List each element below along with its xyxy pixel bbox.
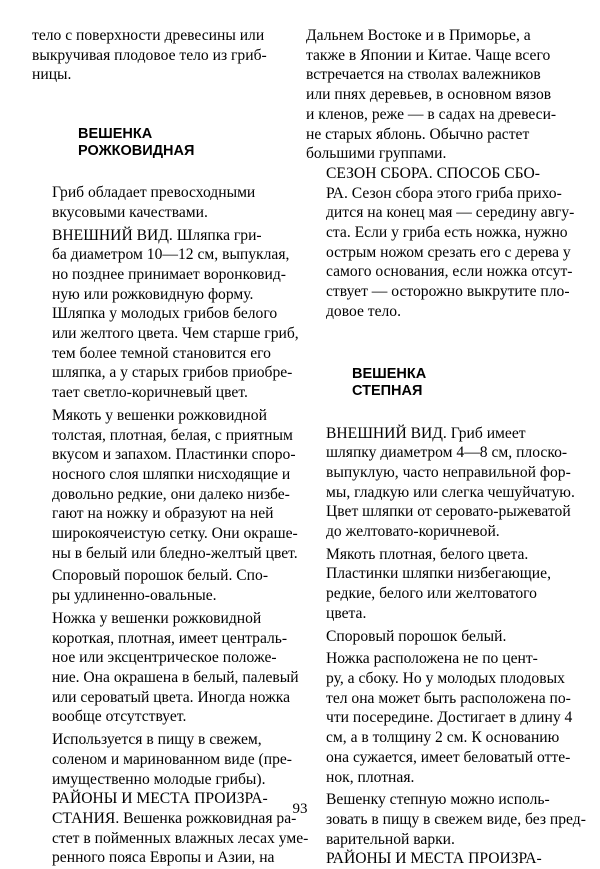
text-line: она сужается, имеет беловатый отте- bbox=[326, 748, 571, 766]
text-line: варительной варки. bbox=[326, 830, 455, 848]
text-line: ние. Она окрашена в белый, палевый bbox=[52, 668, 299, 686]
text-line: тело с поверхности древесины или bbox=[32, 27, 265, 44]
appearance-paragraph bbox=[32, 226, 300, 403]
text-line: и кленов, реже — в садах на древеси- bbox=[306, 105, 557, 123]
text-line: вкусовыми качествами. bbox=[52, 203, 208, 221]
text-line: соленом и маринованном виде (пре- bbox=[52, 750, 292, 768]
text-line: шляпка, а у старых грибов приобре- bbox=[52, 364, 293, 382]
text-line: тает светло-коричневый цвет. bbox=[52, 384, 248, 402]
text-line: нок, плотная. bbox=[326, 768, 415, 786]
text-line: тем более темной становится его bbox=[52, 344, 271, 362]
text-line: довольно редкие, они далеко низбе- bbox=[52, 485, 290, 503]
text-line: ру, а сбоку. Но у молодых плодовых bbox=[326, 669, 565, 687]
text-line: короткая, плотная, имеет централь- bbox=[52, 629, 288, 647]
text-line: толстая, плотная, белая, с приятным bbox=[52, 426, 293, 444]
spore-paragraph bbox=[306, 627, 574, 647]
text-line: острым ножом срезать его с дерева у bbox=[326, 243, 571, 261]
text-line: или пнях деревьев, в основном вязов bbox=[306, 86, 552, 104]
text-line: вообще отсутствует. bbox=[52, 708, 187, 726]
text-line: вкусом и запахом. Пластинки споро- bbox=[52, 446, 296, 464]
left-column bbox=[32, 26, 309, 868]
text-line: не старых яблонь. Обычно растет bbox=[306, 125, 530, 143]
spore-paragraph bbox=[32, 566, 300, 605]
text-line: выпуклую, часто неправильной фор- bbox=[326, 463, 571, 481]
text-line: РОЖКОВИДНАЯ bbox=[78, 143, 195, 160]
text-line: СТАНИЯ. Вешенка рожковидная ра- bbox=[52, 809, 297, 827]
text-line: ренного пояса Европы и Азии, на bbox=[52, 849, 275, 867]
stem-paragraph bbox=[32, 609, 300, 727]
text-line: но позднее принимает воронковид- bbox=[52, 265, 286, 283]
text-line: носного слоя шляпки нисходящие и bbox=[52, 465, 291, 483]
appearance-paragraph bbox=[306, 424, 574, 542]
text-line: РАЙОНЫ И МЕСТА ПРОИЗРА- bbox=[326, 850, 542, 868]
text-line: Ножка у вешенки рожковидной bbox=[52, 609, 262, 627]
text-line: чти посередине. Достигает в длину 4 bbox=[326, 709, 573, 727]
continuation-paragraph bbox=[306, 26, 574, 164]
text-line: см, а в толщину 2 см. К основанию bbox=[326, 729, 560, 747]
text-line: имущественно молодые грибы). bbox=[52, 770, 266, 788]
text-line: цвета. bbox=[326, 604, 367, 622]
text-line: Ножка расположена не по цент- bbox=[326, 650, 538, 668]
text-line: довое тело. bbox=[326, 302, 402, 320]
text-line: встречается на стволах валежников bbox=[306, 66, 541, 84]
text-line: Пластинки шляпки низбегающие, bbox=[326, 565, 551, 583]
text-line: выкручивая плодовое тело из гриб- bbox=[32, 46, 267, 64]
text-line: ное или эксцентрическое положе- bbox=[52, 649, 277, 667]
text-line: дится на конец мая — середину авгу- bbox=[326, 204, 575, 222]
text-line: большими группами. bbox=[306, 145, 447, 163]
text-line: Вешенку степную можно исполь- bbox=[326, 791, 550, 809]
text-line: широкоячеистую сетку. Они окраше- bbox=[52, 525, 298, 543]
stem-paragraph bbox=[306, 649, 574, 787]
text-line: самого основания, если ножка отсут- bbox=[326, 263, 573, 281]
text-line: ВЕШЕНКА bbox=[352, 365, 427, 382]
text-line: ры удлиненно-овальные. bbox=[52, 587, 217, 605]
text-line: ВНЕШНИЙ ВИД. Гриб имеет bbox=[326, 424, 526, 442]
section-heading-oyster-horn bbox=[78, 126, 300, 160]
text-line: редкие, белого или желтоватого bbox=[326, 585, 537, 603]
text-line: ную или рожковидную форму. bbox=[52, 285, 254, 303]
intro-paragraph bbox=[32, 26, 300, 85]
flesh-paragraph bbox=[32, 406, 300, 564]
page-number: 93 bbox=[292, 801, 308, 817]
text-line: зовать в пищу в свежем виде, без пред- bbox=[326, 810, 586, 828]
usage-paragraph bbox=[306, 790, 586, 849]
text-line: Используется в пищу в свежем, bbox=[52, 731, 262, 749]
text-line: СЕЗОН СБОРА. СПОСОБ СБО- bbox=[326, 164, 540, 182]
text-line: гают на ножку и образуют на ней bbox=[52, 505, 274, 523]
text-line: мы, гладкую или слегка чешуйчатую. bbox=[326, 483, 575, 501]
section-heading-oyster-steppe bbox=[352, 366, 574, 400]
text-line: или желтого цвета. Чем старше гриб, bbox=[52, 325, 299, 343]
text-line: стет в пойменных влажных лесах уме- bbox=[52, 829, 309, 847]
text-line: или сероватый цвета. Иногда ножка bbox=[52, 688, 291, 706]
regions-paragraph bbox=[306, 849, 574, 869]
text-line: Мякоть у вешенки рожковидной bbox=[52, 406, 267, 424]
text-line: ствует — осторожно выкрутите пло- bbox=[326, 283, 570, 301]
text-line: Споровый порошок белый. Спо- bbox=[52, 567, 269, 585]
text-line: ницы. bbox=[32, 66, 72, 84]
text-line: до желтовато-коричневой. bbox=[326, 523, 500, 541]
text-line: Шляпка у молодых грибов белого bbox=[52, 305, 278, 323]
text-line: ВЕШЕНКА bbox=[78, 126, 153, 143]
text-line: ба диаметром 10—12 см, выпуклая, bbox=[52, 246, 290, 264]
flesh-paragraph bbox=[306, 545, 574, 624]
text-line: шляпку диаметром 4—8 см, плоско- bbox=[326, 444, 568, 462]
right-column bbox=[306, 26, 586, 869]
text-line: Дальнем Востоке и в Приморье, а bbox=[306, 27, 531, 44]
text-line: Споровый порошок белый. bbox=[326, 627, 507, 645]
usage-paragraph bbox=[32, 730, 300, 789]
text-line: ВНЕШНИЙ ВИД. Шляпка гри- bbox=[52, 226, 262, 244]
text-line: Цвет шляпки от серовато-рыжеватой bbox=[326, 503, 571, 521]
text-line: РАЙОНЫ И МЕСТА ПРОИЗРА- bbox=[52, 790, 268, 808]
description-paragraph bbox=[32, 183, 300, 222]
text-line: ста. Если у гриба есть ножка, нужно bbox=[326, 224, 568, 242]
text-line: РА. Сезон сбора этого гриба прихо- bbox=[326, 184, 562, 202]
text-line: СТЕПНАЯ bbox=[352, 382, 423, 399]
text-line: Мякоть плотная, белого цвета. bbox=[326, 545, 529, 563]
text-line: Гриб обладает превосходными bbox=[52, 184, 256, 202]
season-paragraph bbox=[306, 164, 574, 322]
text-line: также в Японии и Китае. Чаще всего bbox=[306, 46, 551, 64]
text-line: ны в белый или бледно-желтый цвет. bbox=[52, 544, 298, 562]
text-line: тел она может быть расположена по- bbox=[326, 689, 571, 707]
